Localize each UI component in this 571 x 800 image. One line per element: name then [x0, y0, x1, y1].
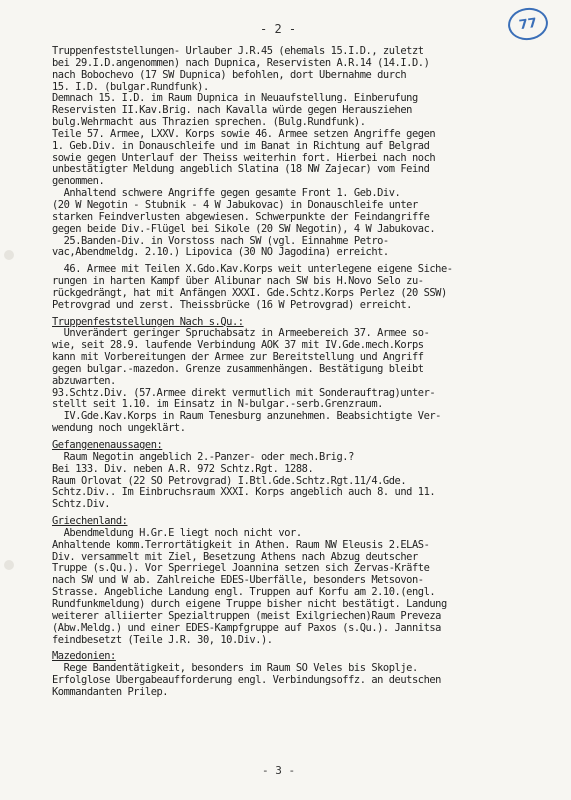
- text-line: gegen beide Div.-Flügel bei Sikole (20 SW Negotin), 4 W Jabukovac.: [52, 223, 436, 235]
- text-line: Teile 57. Armee, LXXV. Korps sowie 46. Armee setzen Angriffe gegen: [52, 128, 436, 140]
- text-line: (Abw.Meldg.) und einer EDES-Kampfgruppe auf Paxos (s.Qu.). Jannitsa: [52, 622, 441, 634]
- text-line: Kommandanten Prilep.: [52, 686, 169, 698]
- text-line: wie, seit 28.9. laufende Verbindung AOK 37 mit IV.Gde.mech.Korps: [52, 340, 424, 352]
- text-line: Rege Bandentätigkeit, besonders im Raum SO Veles bis Skoplje.: [52, 663, 418, 675]
- text-line: starken Feindverlusten abgewiesen. Schwerpunkte der Feindangriffe: [52, 211, 430, 223]
- text-line: genommen.: [52, 176, 105, 188]
- text-line: Anhaltend schwere Angriffe gegen gesamte Front 1. Geb.Div.: [52, 188, 401, 200]
- text-line: stellt seit 1.10. im Einsatz in N-bulgar.-serb.Grenzraum.: [52, 399, 383, 411]
- text-line: Raum Orlovat (22 SO Petrovgrad) I.Btl.Gde.Schtz.Rgt.11/4.Gde.: [52, 475, 407, 487]
- text-line: 46. Armee mit Teilen X.Gdo.Kav.Korps weit unterlegene eigene Siche-: [52, 264, 453, 276]
- punch-hole: [4, 560, 14, 570]
- document-body: [52, 46, 557, 699]
- text-line: nach SW und W ab. Zahlreiche EDES-Überfälle, besonders Metsovon-: [52, 575, 424, 587]
- text-line: Reservisten II.Kav.Brig. nach Kavalla würde gegen Herausziehen: [52, 105, 412, 117]
- text-line: rungen in harten Kampf über Alibunar nach SW bis H.Novo Selo zu-: [52, 276, 424, 288]
- text-line: Raum Negotin angeblich 2.-Panzer- oder mech.Brig.?: [52, 451, 354, 463]
- text-line: Schtz.Div.: [52, 499, 111, 511]
- text-line: abzuwarten.: [52, 375, 116, 387]
- text-line: wendung noch ungeklärt.: [52, 423, 186, 435]
- text-line: rückgedrängt, hat mit Anfängen XXXI. Gde.Schtz.Korps Perlez (20 SSW): [52, 287, 447, 299]
- text-line: nach Bobochevo (17 SW Dupnica) befohlen, dort Übernahme durch: [52, 69, 407, 81]
- text-line: gegen bulgar.-mazedon. Grenze zusammenhängen. Bestätigung bleibt: [52, 363, 424, 375]
- text-line: Unverändert geringer Spruchabsatz in Armeebereich 37. Armee so-: [52, 328, 430, 340]
- text-line: Strasse. Angebliche Landung engl. Truppen auf Korfu am 2.10.(engl.: [52, 587, 436, 599]
- text-line: bulg.Wehrmacht aus Thrazien sprechen. (Bulg.Rundfunk).: [52, 117, 366, 129]
- footer-page-number: - 3 -: [262, 764, 296, 777]
- text-line: unbestätigter Meldung angeblich Slatina (18 NW Zajecar) vom Feind: [52, 164, 430, 176]
- punch-hole: [4, 250, 14, 260]
- section-heading: Gefangenenaussagen:: [52, 440, 163, 451]
- text-line: vac,Abendmeldg. 2.10.) Lipovica (30 NO Jagodina) erreicht.: [52, 247, 389, 259]
- text-line: Erfolglose Übergabeaufforderung engl. Verbindungsoffz. an deutschen: [52, 675, 441, 687]
- text-line: (20 W Negotin - Stubnik - 4 W Jabukovac) in Donauschleife unter: [52, 199, 418, 211]
- text-line: Schtz.Div.. Im Einbruchsraum XXXI. Korps angeblich auch 8. und 11.: [52, 487, 436, 499]
- text-line: 15. I.D. (bulgar.Rundfunk).: [52, 81, 209, 93]
- text-line: Abendmeldung H.Gr.E liegt noch nicht vor.: [52, 527, 302, 539]
- section-heading: Griechenland:: [52, 516, 128, 528]
- text-line: bei 29.I.D.angenommen) nach Dupnica, Reservisten A.R.14 (14.I.D.): [52, 57, 430, 69]
- text-line: Bei 133. Div. neben A.R. 972 Schtz.Rgt. 1288.: [52, 463, 314, 475]
- text-line: kann mit Vorbereitungen der Armee zur Bereitstellung und Angriff: [52, 352, 424, 364]
- text-line: Anhaltende komm.Terrortätigkeit in Athen. Raum NW Eleusis 2.ELAS-: [52, 539, 430, 551]
- text-line: Rundfunkmeldung) durch eigene Truppe bisher nicht bestätigt. Landung: [52, 598, 447, 610]
- text-line: Div. versammelt mit Ziel, Besetzung Athens nach Abzug deutscher: [52, 551, 418, 563]
- text-line: Petrovgrad und zerst. Theissbrücke (16 W Petrovgrad) erreicht.: [52, 299, 412, 311]
- section-heading: Mazedonien:: [52, 651, 116, 663]
- text-line: weiterer alliierter Spezialtruppen (meist Exilgriechen)Raum Preveza: [52, 610, 441, 622]
- text-line: Truppenfeststellungen- Urlauber J.R.45 (ehemals 15.I.D., zuletzt: [52, 46, 424, 57]
- text-line: Truppe (s.Qu.). Vor Sperriegel Joannina setzen sich Zervas-Kräfte: [52, 563, 430, 575]
- page-stamp: 77: [506, 5, 550, 42]
- text-line: 93.Schtz.Div. (57.Armee direkt vermutlich mit Sonderauftrag)unter-: [52, 387, 436, 399]
- text-line: 25.Banden-Div. in Vorstoss nach SW (vgl. Einnahme Petro-: [52, 235, 389, 247]
- text-line: sowie gegen Unterlauf der Theiss weiterhin fort. Hierbei nach noch: [52, 152, 436, 164]
- section-heading: Truppenfeststellungen Nach s.Qu.:: [52, 316, 244, 328]
- text-line: feindbesetzt (Teile J.R. 30, 10.Div.).: [52, 634, 273, 646]
- text-line: IV.Gde.Kav.Korps in Raum Tenesburg anzunehmen. Beabsichtigte Ver-: [52, 411, 441, 423]
- text-line: 1. Geb.Div. in Donauschleife und im Banat in Richtung auf Belgrad: [52, 140, 430, 152]
- page-number: - 2 -: [260, 22, 297, 36]
- text-line: Demnach 15. I.D. im Raum Dupnica in Neuaufstellung. Einberufung: [52, 93, 418, 105]
